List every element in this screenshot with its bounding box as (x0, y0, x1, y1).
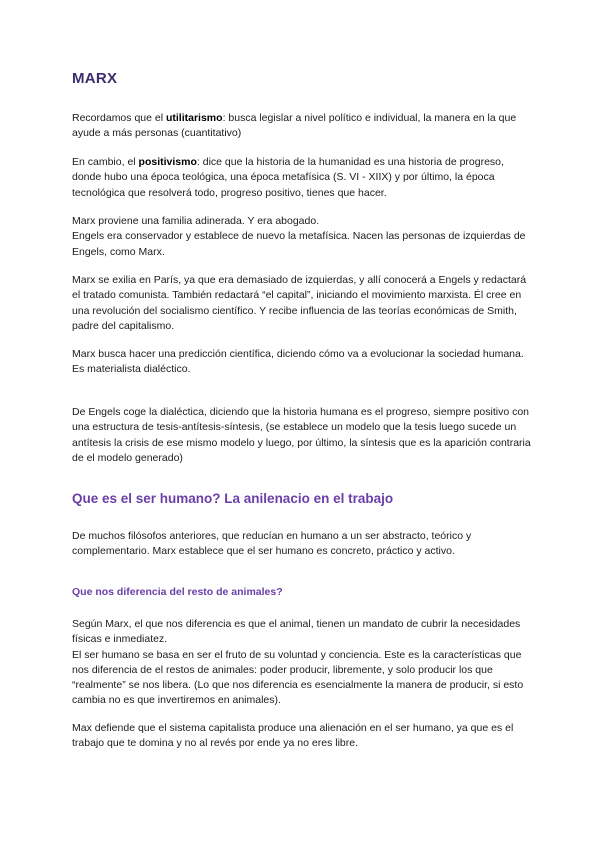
paragraph-alienation: Max defiende que el sistema capitalista produce una alienación en el ser humano, ya que es el trabajo que te domina y no al revés por ende ya no eres libre. (72, 722, 514, 750)
text-line: El ser humano se basa en ser el fruto de su voluntad y conciencia. Este es la características que nos diferencia de el restos de animales: poder producir, libremente, y solo producir los que “realmente” se nos libera. (Lo que nos diferencia es esencialmente la manera de producir, si esto cambia no es que invertiremos en animales). (72, 648, 524, 707)
subsection-heading: Que nos diferencia del resto de animales? (72, 586, 283, 598)
paragraph-origins (72, 214, 532, 260)
text-line: Según Marx, el que nos diferencia es que el animal, tienen un mandato de cubrir la necesidades físicas e inmediatez. (72, 618, 521, 646)
text-run: : busca legislar a nivel político e individual, la manera en la que ayude a más personas (cuantitativo) (72, 112, 517, 140)
text-run: En cambio, el (72, 156, 139, 168)
text-run: : dice que la historia de la humanidad es una historia de progreso, donde hubo una época teológica, una época metafísica (S. VI - XIIX) y por último, la época tecnológica que resolverá todo, progreso positivo, tienes que hacer. (72, 156, 504, 199)
text-line: Es materialista dialéctico. (72, 363, 191, 376)
page-title: MARX (72, 70, 118, 87)
section-heading: Que es el ser humano? La anilenacio en el trabajo (72, 491, 394, 506)
paragraph-dialectics: De Engels coge la dialéctica, diciendo que la historia humana es el progreso, siempre positivo con una estructura de tesis-antítesis-síntesis, (se establece un modelo que la tesis luego sucede un antítesis la crisis de ese mismo modelo y luego, por último, la síntesis que es la aparición contraria de el modelo generado) (72, 406, 531, 464)
text-line: Marx proviene una familia adinerada. Y era abogado. (72, 215, 320, 227)
paragraph-positivismo (72, 155, 532, 201)
paragraph-difference (72, 617, 532, 709)
paragraph-exile: Marx se exilia en París, ya que era demasiado de izquierdas, y allí conocerá a Engels y redactará el tratado comunista. También redactará “el capital”, iniciando el movimiento marxista. Él cree en una revolución del socialismo científico. Y recibe influencia de las teorías económicas de Smith, padre del capitalismo. (72, 274, 527, 332)
keyword-positivismo: positivismo (138, 156, 197, 168)
paragraph-utilitarismo (72, 111, 532, 142)
keyword-utilitarismo: utilitarismo (165, 112, 223, 124)
text-line: Marx busca hacer una predicción científica, diciendo cómo va a evolucionar la sociedad humana. (72, 348, 524, 360)
paragraph-prediction (72, 347, 532, 378)
text-line: Engels era conservador y establece de nuevo la metafísica. Nacen las personas de izquierdas de Engels, como Marx. (72, 230, 526, 258)
paragraph-human-being: De muchos filósofos anteriores, que reducían en humano a un ser abstracto, teórico y complementario. Marx establece que el ser humano es concreto, práctico y activo. (72, 530, 472, 558)
text-run: Recordamos que el (72, 112, 166, 124)
